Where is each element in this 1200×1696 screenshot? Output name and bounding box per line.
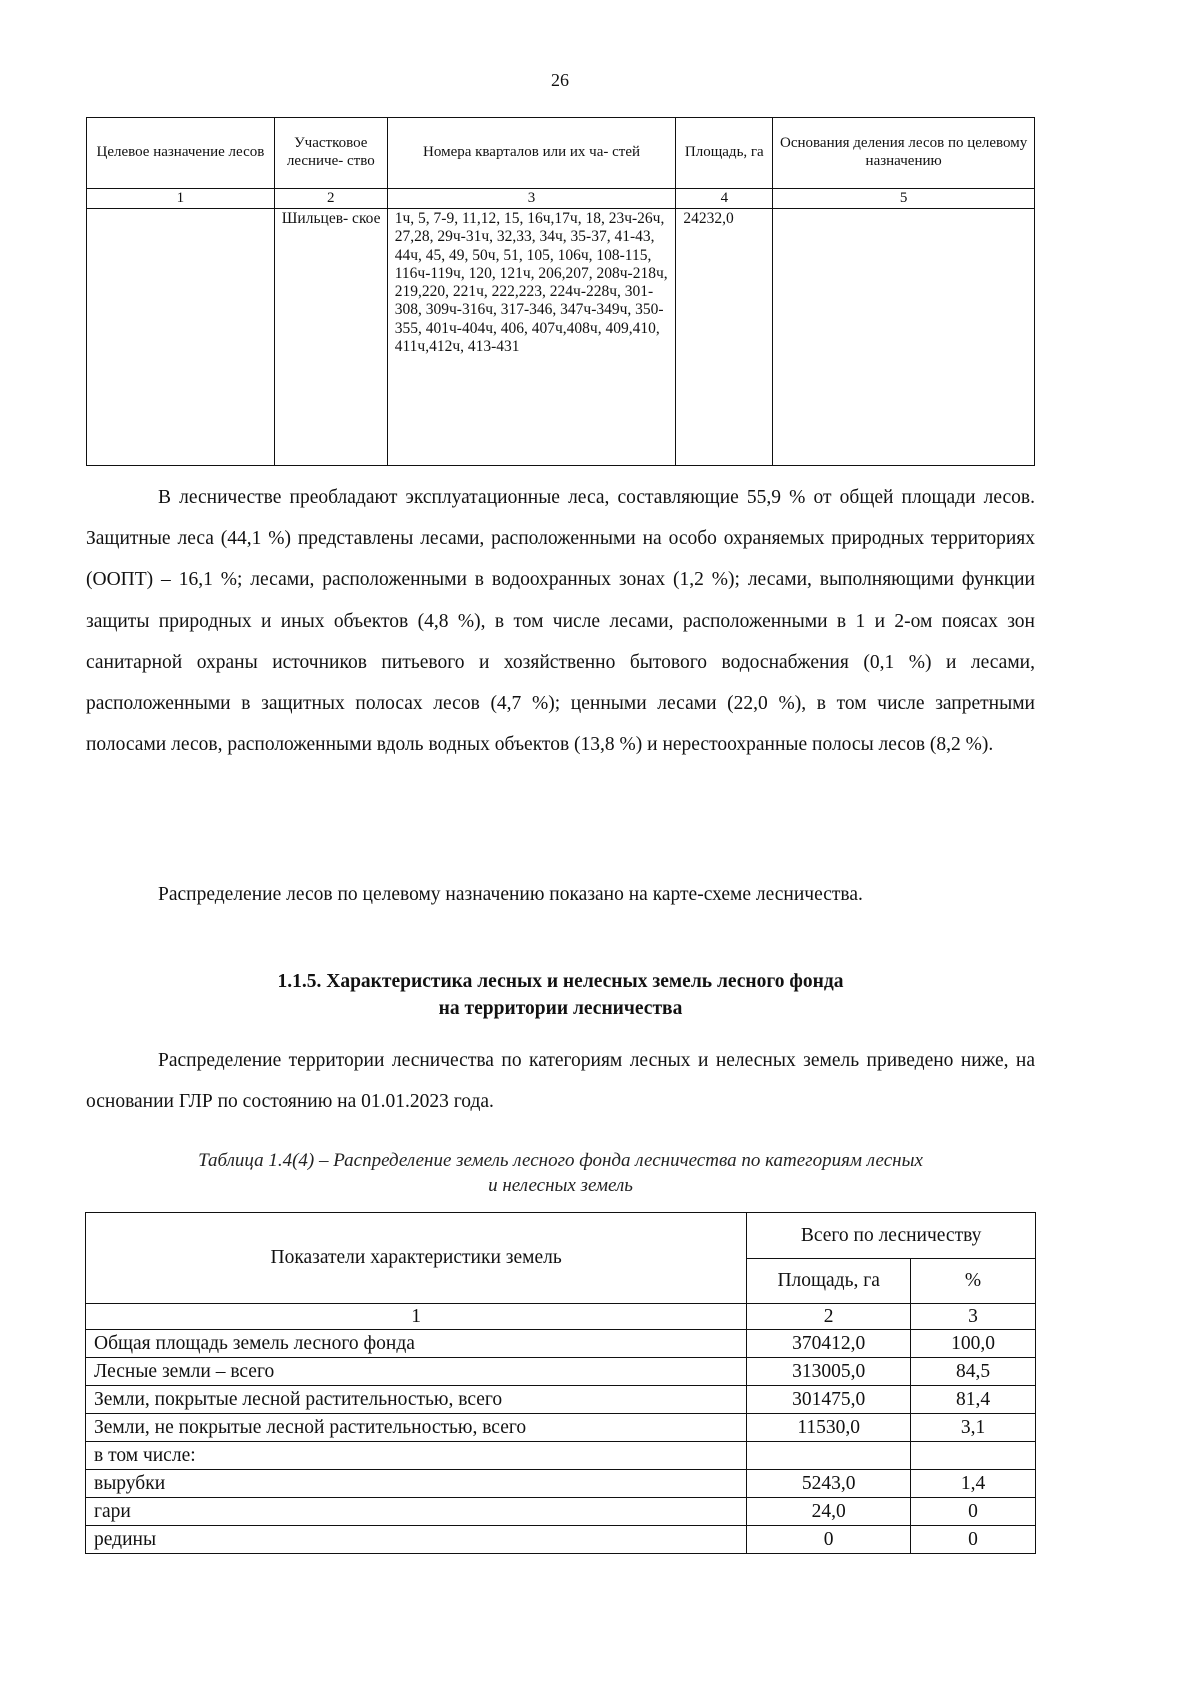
column-number: 4 [676,189,773,209]
row-area: 24,0 [747,1498,911,1526]
row-percent [911,1442,1036,1470]
column-number: 1 [87,189,275,209]
row-label: гари [86,1498,747,1526]
paragraph-forest-types [86,477,1035,765]
forest-purpose-table [86,117,1035,466]
table-row [86,1330,1036,1358]
header-total: Всего по лесничеству [747,1213,1036,1259]
row-area: 301475,0 [747,1386,911,1414]
cell-basis [773,209,1035,466]
row-percent: 84,5 [911,1358,1036,1386]
table-caption-line: Таблица 1.4(4) – Распределение земель лесного фонда лесничества по категориям лесных [198,1150,923,1171]
page-number: 26 [551,70,569,90]
column-number: 1 [86,1304,747,1330]
column-number: 3 [911,1304,1036,1330]
cell-quarters: 1ч, 5, 7-9, 11,12, 15, 16ч,17ч, 18, 23ч-26ч, 27,28, 29ч-31ч, 32,33, 34ч, 35-37, 41-43, 44ч, 45, 49, 50ч, 51, 105, 106ч, 108-115, 116ч-119ч, 120, 121ч, 206,207, 208ч-218ч, 219,220, 221ч, 222,223, 224ч-228ч, 301-308, 309ч-316ч, 317-346, 347ч-349ч, 350-355, 401ч-404ч, 406, 407ч,408ч, 409,410, 411ч,412ч, 413-431 [387,209,676,466]
row-area: 5243,0 [747,1470,911,1498]
section-heading-line: 1.1.5. Характеристика лесных и нелесных земель лесного фонда [277,971,844,992]
table-row [86,1442,1036,1470]
column-number: 2 [747,1304,911,1330]
paragraph-land-categories [86,1040,1035,1122]
row-label: в том числе: [86,1442,747,1470]
table-header-row [86,1213,1036,1259]
table-row [87,209,1035,466]
section-heading-line: на территории лесничества [438,998,683,1019]
paragraph-text: Распределение территории лесничества по категориям лесных и нелесных земель приведено ниже, на основании ГЛР по состоянию на 01.01.2023 года. [86,1050,1035,1113]
row-percent: 100,0 [911,1330,1036,1358]
header-purpose: Целевое назначение лесов [87,118,275,189]
column-number-row [86,1304,1036,1330]
row-label: редины [86,1526,747,1554]
header-indicator: Показатели характеристики земель [86,1213,747,1304]
column-number-row [87,189,1035,209]
row-percent: 81,4 [911,1386,1036,1414]
row-label: Земли, покрытые лесной растительностью, всего [86,1386,747,1414]
paragraph-text: Распределение лесов по целевому назначению показано на карте-схеме лесничества. [158,884,863,905]
paragraph-text: В лесничестве преобладают эксплуатационные леса, составляющие 55,9 % от общей площади лесов. Защитные леса (44,1 %) представлены лесами, расположенными на особо охраняемых природных территориях (ООПТ) – 16,1 %; лесами, расположенными в водоохранных зонах (1,2 %); лесами, выполняющими функции защиты природных и иных объектов (4,8 %), в том числе лесами, расположенными в 1 и 2-ом поясах зон санитарной охраны источников питьевого и хозяйственно бытового водоснабжения (0,1 %) и лесами, расположенными в защитных полосах лесов (4,7 %); ценными лесами (22,0 %), в том числе запретными полосами лесов, расположенными вдоль водных объектов (13,8 %) и нерестоохранные полосы лесов (8,2 %). [86,487,1035,756]
table-row [86,1358,1036,1386]
row-area [747,1442,911,1470]
row-label: вырубки [86,1470,747,1498]
row-area: 370412,0 [747,1330,911,1358]
row-percent: 3,1 [911,1414,1036,1442]
row-label: Земли, не покрытые лесной растительностью, всего [86,1414,747,1442]
header-percent: % [911,1259,1036,1304]
header-area: Площадь, га [676,118,773,189]
cell-area: 24232,0 [676,209,773,466]
table-row [86,1470,1036,1498]
column-number: 2 [274,189,387,209]
cell-forestry: Шильцев- ское [274,209,387,466]
table-row [86,1498,1036,1526]
row-percent: 1,4 [911,1470,1036,1498]
column-number: 3 [387,189,676,209]
header-basis: Основания деления лесов по целевому назначению [773,118,1035,189]
land-category-table [85,1212,1036,1554]
row-percent: 0 [911,1498,1036,1526]
row-label: Лесные земли – всего [86,1358,747,1386]
row-area: 313005,0 [747,1358,911,1386]
row-area: 11530,0 [747,1414,911,1442]
table-row [86,1526,1036,1554]
column-number: 5 [773,189,1035,209]
table-header-row [87,118,1035,189]
row-area: 0 [747,1526,911,1554]
header-quarters: Номера кварталов или их ча- стей [387,118,676,189]
section-heading [86,968,1035,1022]
paragraph-map-reference [86,874,1035,915]
cell-purpose [87,209,275,466]
header-forestry: Участковое лесниче- ство [274,118,387,189]
table-row [86,1386,1036,1414]
row-label: Общая площадь земель лесного фонда [86,1330,747,1358]
header-area: Площадь, га [747,1259,911,1304]
table-row [86,1414,1036,1442]
table-caption [86,1148,1035,1198]
table-caption-line: и нелесных земель [488,1175,633,1196]
row-percent: 0 [911,1526,1036,1554]
